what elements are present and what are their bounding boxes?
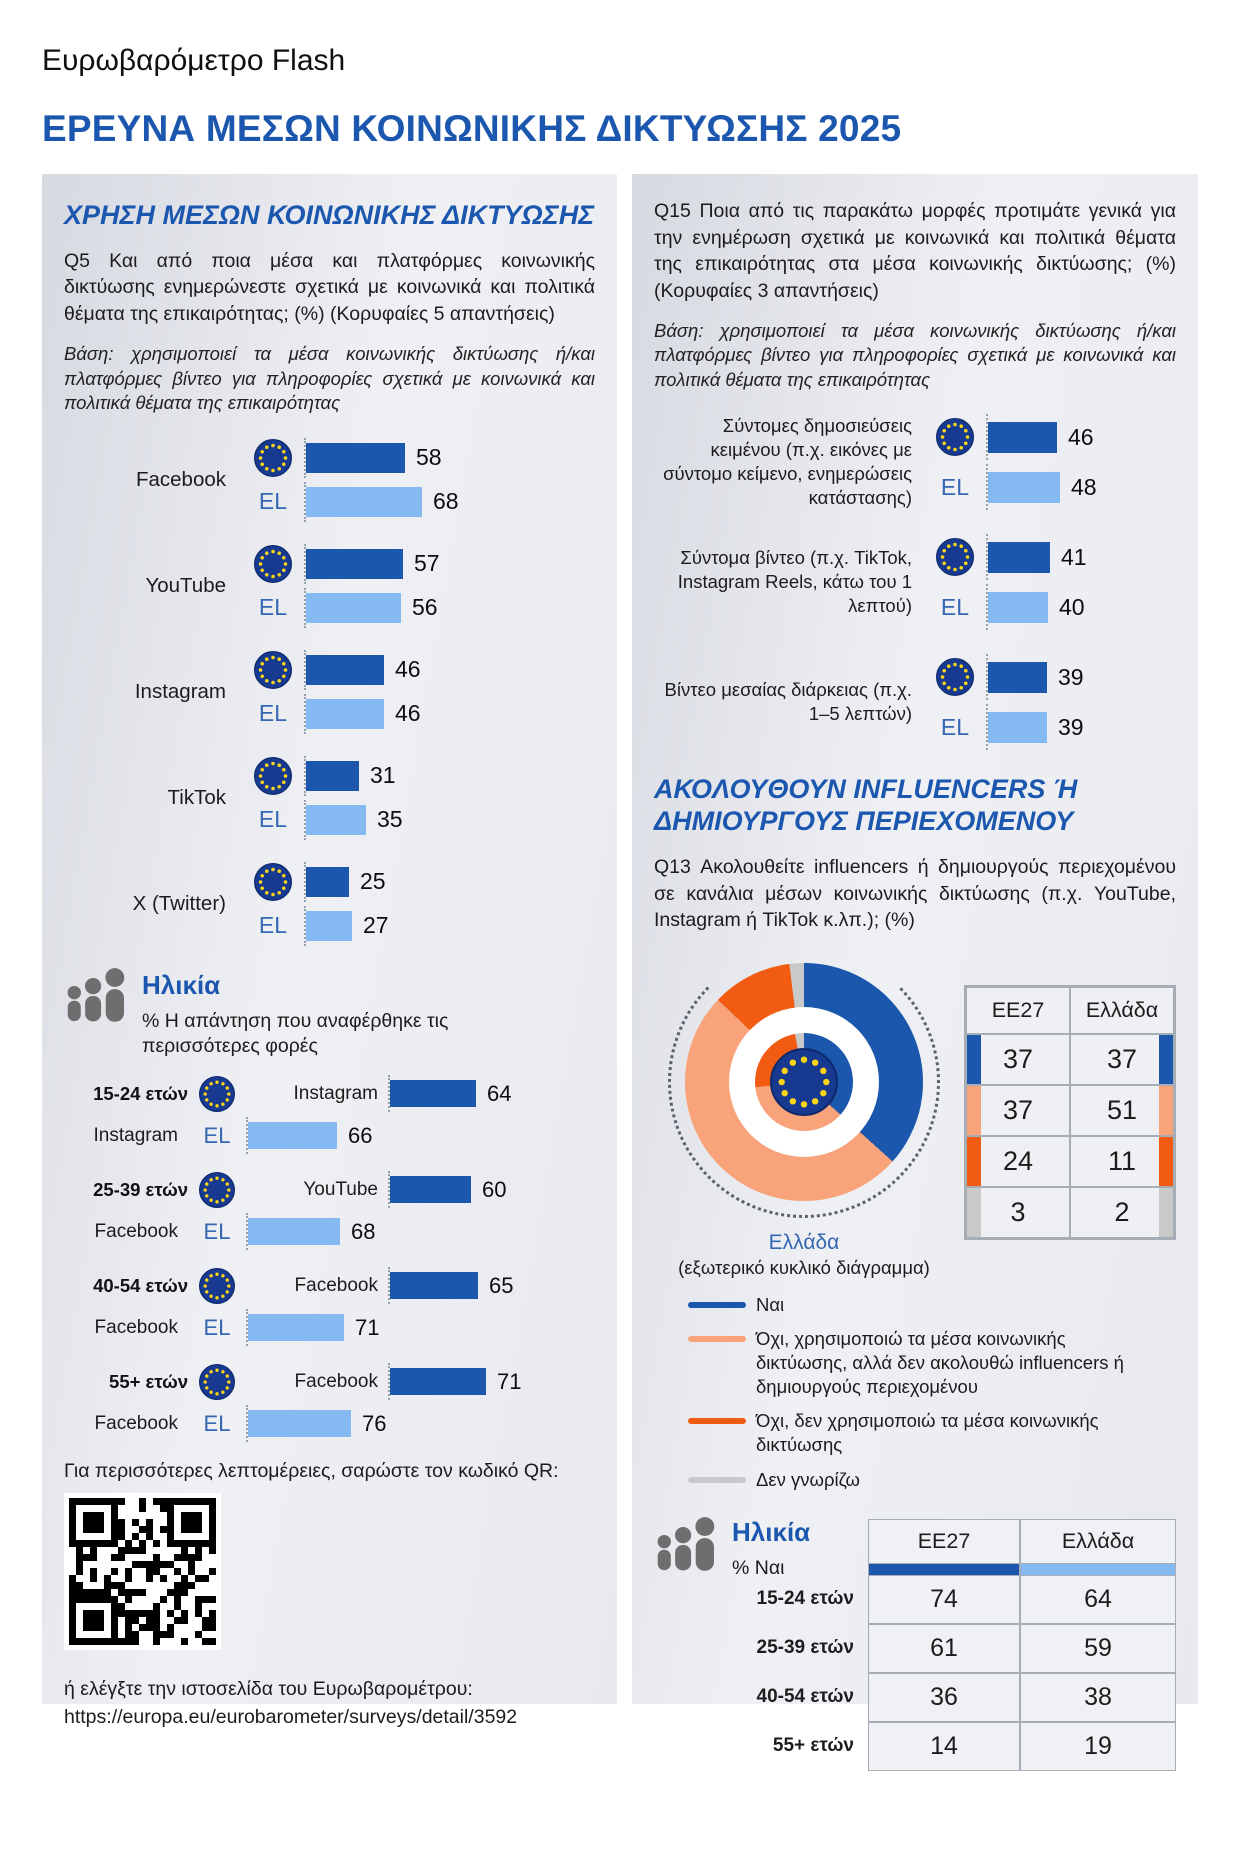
el-label: EL	[258, 488, 288, 515]
eu-bar-value: 60	[482, 1176, 507, 1202]
age-subtitle-yes: % Ναι	[732, 1557, 785, 1580]
eu-bar	[306, 549, 403, 579]
table-row	[966, 1136, 1174, 1187]
el-bar	[248, 1218, 340, 1245]
eu-flag-icon	[199, 1172, 235, 1208]
q15-bar-group	[654, 534, 1176, 630]
q5-bar-chart	[64, 438, 595, 946]
column-header-greece: Ελλάδα	[1070, 987, 1174, 1034]
section-heading-usage: ΧΡΗΣΗ ΜΕΣΩΝ ΚΟΙΝΩΝΙΚΗΣ ΔΙΚΤΥΩΣΗΣ	[64, 200, 595, 230]
el-bar	[306, 911, 352, 941]
eu-flag-icon	[254, 545, 292, 583]
panel-formats-influencers	[632, 174, 1198, 1761]
legend-item	[688, 1468, 1176, 1492]
age-group-label: 15-24 ετών	[756, 1588, 854, 1610]
age-group-label: 25-39 ετών	[93, 1178, 188, 1200]
q5-bar-group	[64, 544, 595, 628]
qr-caption: Για περισσότερες λεπτομέρειες, σαρώστε τον κωδικό QR:	[64, 1460, 559, 1483]
eu-top-platform: YouTube	[303, 1178, 378, 1200]
eu-flag-icon	[936, 418, 974, 456]
el-label: EL	[258, 912, 288, 939]
eu-top-platform: Facebook	[294, 1370, 378, 1392]
age-heading: Ηλικία	[732, 1517, 811, 1548]
greece-value: 37	[1070, 1034, 1174, 1085]
question-q15: Q15 Ποια από τις παρακάτω μορφές προτιμάτε γενικά για την ενημέρωση σχετικά με κοινωνικά και πολιτικά θέματα της επικαιρότητας στα μέσα κοινωνικής δικτύωσης; (%) (Κορυφαίες 3 απαντήσεις)	[654, 200, 1176, 302]
eu-bar-value: 39	[1058, 663, 1084, 690]
el-bar-value: 71	[355, 1314, 380, 1340]
legend-label: Δεν γνωρίζω	[756, 1468, 860, 1490]
el-bar	[988, 712, 1047, 743]
format-label: Σύντομα βίντεο (π.χ. TikTok, Instagram Reels, κάτω του 1 λεπτού)	[677, 547, 912, 617]
ee27-color-strip	[868, 1564, 1020, 1575]
legend-color-line	[688, 1418, 746, 1424]
el-bar	[306, 699, 384, 729]
ee27-value: 37	[966, 1034, 1070, 1085]
eu-flag-icon	[199, 1364, 235, 1400]
el-bar-value: 68	[351, 1218, 376, 1244]
legend-item	[688, 1327, 1176, 1398]
eu-flag-icon	[770, 1048, 838, 1116]
el-bar-value: 27	[363, 912, 389, 939]
el-bar-value: 46	[395, 700, 421, 727]
el-bar-value: 39	[1058, 713, 1084, 740]
el-top-platform: Instagram	[93, 1124, 178, 1146]
eu-bar-value: 46	[1068, 423, 1094, 450]
ee27-value: 37	[966, 1085, 1070, 1136]
el-bar-value: 76	[362, 1410, 387, 1436]
el-label: EL	[203, 1314, 231, 1340]
ee27-value: 14	[868, 1722, 1020, 1771]
el-bar	[306, 805, 366, 835]
eu-flag-icon	[254, 439, 292, 477]
q13-age-section	[654, 1517, 1176, 1857]
table-row	[966, 1085, 1174, 1136]
eu-bar	[988, 542, 1050, 573]
page-title: ΕΡΕΥΝΑ ΜΕΣΩΝ ΚΟΙΝΩΝΙΚΗΣ ΔΙΚΤΥΩΣΗΣ 2025	[42, 108, 902, 149]
donut-country-label: Ελλάδα	[768, 1230, 840, 1254]
el-bar	[988, 472, 1060, 503]
age-group-label: 25-39 ετών	[756, 1637, 854, 1659]
table-row	[966, 1034, 1174, 1085]
eu-flag-icon	[199, 1076, 235, 1112]
el-bar-value: 56	[412, 594, 438, 621]
el-bar-value: 48	[1071, 473, 1097, 500]
donut-outer-note: (εξωτερικό κυκλικό διάγραμμα)	[678, 1256, 930, 1278]
platform-label: Facebook	[135, 467, 226, 491]
q5-bar-group	[64, 862, 595, 946]
greece-value: 64	[1020, 1575, 1176, 1624]
el-label: EL	[203, 1122, 231, 1148]
qr-block	[64, 1460, 595, 1731]
age-bar-group	[64, 1171, 595, 1250]
el-label: EL	[258, 806, 288, 833]
eu-bar-value: 46	[395, 656, 421, 683]
eu-bar	[390, 1368, 486, 1395]
base-note-q5: Βάση: χρησιμοποιεί τα μέσα κοινωνικής δικτύωσης ή/και πλατφόρμες βίντεο για πληροφορίες σχετικά με κοινωνικά και πολιτικά θέματα της επικαιρότητας	[64, 343, 595, 414]
el-label: EL	[940, 473, 970, 500]
content-columns	[42, 174, 1198, 1761]
site-label: ή ελέγξτε την ιστοσελίδα του Ευρωβαρομέτρου:	[64, 1678, 473, 1701]
legend-color-line	[688, 1302, 746, 1308]
greece-value: 11	[1070, 1136, 1174, 1187]
el-top-platform: Facebook	[94, 1220, 178, 1242]
greece-value: 51	[1070, 1085, 1174, 1136]
eu-flag-icon	[254, 651, 292, 689]
eu-bar-value: 58	[416, 444, 442, 471]
legend-item	[688, 1293, 1176, 1317]
el-label: EL	[940, 713, 970, 740]
age-bar-group	[64, 1363, 595, 1442]
age-group-label: 40-54 ετών	[93, 1274, 188, 1296]
age-group-label: 15-24 ετών	[93, 1082, 188, 1104]
el-bar-value: 35	[377, 806, 403, 833]
el-bar-value: 40	[1059, 593, 1085, 620]
eu-top-platform: Facebook	[294, 1274, 378, 1296]
ee27-value: 24	[966, 1136, 1070, 1187]
eu-flag-icon	[254, 757, 292, 795]
legend-label: Ναι	[756, 1293, 785, 1315]
people-icon	[64, 968, 128, 1031]
el-label: EL	[258, 594, 288, 621]
eu-bar-value: 57	[414, 550, 440, 577]
eyebrow-title: Ευρωβαρόμετρο Flash	[42, 44, 346, 77]
age-bar-group	[64, 1267, 595, 1346]
eu-bar-value: 71	[497, 1368, 522, 1394]
table-row	[966, 1187, 1174, 1238]
eu-bar	[390, 1080, 476, 1107]
el-bar	[248, 1314, 344, 1341]
eu-bar-value: 64	[487, 1080, 512, 1106]
q13-values-table	[964, 985, 1176, 1240]
question-q13: Q13 Ακολουθείτε influencers ή δημιουργούς περιεχομένου σε κανάλια μέσων κοινωνικής δικτύωσης (π.χ. YouTube, Instagram ή TikTok κ.λπ.); (%)	[654, 856, 1176, 932]
eu-flag-icon	[199, 1268, 235, 1304]
column-header-ee27: EE27	[966, 987, 1070, 1034]
eu-flag-icon	[254, 863, 292, 901]
legend-label: Όχι, χρησιμοποιώ τα μέσα κοινωνικής δικτύωσης, αλλά δεν ακολουθώ influencers ή δημιουργούς περιεχομένου	[756, 1328, 1124, 1397]
q15-bar-group	[654, 654, 1176, 750]
greece-color-strip	[1020, 1564, 1176, 1575]
eu-bar	[306, 867, 349, 897]
platform-label: TikTok	[167, 785, 226, 809]
section-heading-influencers: ΑΚΟΛΟΥΘΟΥΝ INFLUENCERS Ή ΔΗΜΙΟΥΡΓΟΥΣ ΠΕΡΙΕΧΟΜΕΝΟΥ	[654, 774, 1078, 837]
el-label: EL	[940, 593, 970, 620]
eu-flag-icon	[685, 963, 923, 1201]
eu-bar	[306, 761, 359, 791]
eu-bar	[306, 443, 405, 473]
platform-label: YouTube	[145, 573, 226, 597]
el-bar-value: 68	[433, 488, 459, 515]
q13-age-yes-table	[692, 1519, 1176, 1771]
age-group-label: 40-54 ετών	[756, 1686, 854, 1708]
eu-flag-icon	[936, 538, 974, 576]
el-bar	[306, 593, 401, 623]
people-icon	[64, 968, 128, 1026]
q15-bar-group	[654, 414, 1176, 510]
q5-bar-group	[64, 756, 595, 840]
question-q5: Q5 Και από ποια μέσα και πλατφόρμες κοινωνικής δικτύωσης ενημερώνεστε σχετικά με κοινωνικά και πολιτικά θέματα της επικαιρότητας; (%) (Κορυφαίες 5 απαντήσεις)	[64, 249, 595, 325]
el-bar	[306, 487, 422, 517]
eu-bar-value: 41	[1061, 543, 1087, 570]
eu-bar	[390, 1272, 478, 1299]
age-bar-group	[64, 1075, 595, 1154]
platform-label: Instagram	[134, 679, 226, 703]
greece-value: 19	[1020, 1722, 1176, 1771]
legend-color-line	[688, 1477, 746, 1483]
el-bar	[248, 1410, 351, 1437]
age-subtitle: % Η απάντηση που αναφέρθηκε τις περισσότερες φορές	[142, 1009, 449, 1057]
platform-label: X (Twitter)	[132, 891, 226, 915]
donut-legend	[688, 1293, 1176, 1492]
double-donut-chart	[685, 963, 923, 1201]
q5-bar-group	[64, 650, 595, 734]
age-group-label: 55+ ετών	[772, 1735, 854, 1757]
greece-value: 38	[1020, 1673, 1176, 1722]
panel-social-media-use	[42, 174, 617, 1728]
eu-bar	[988, 662, 1047, 693]
ee27-value: 61	[868, 1624, 1020, 1673]
q5-bar-group	[64, 438, 595, 522]
column-header-greece: Ελλάδα	[1020, 1519, 1176, 1564]
el-top-platform: Facebook	[94, 1412, 178, 1434]
eu-bar-value: 25	[360, 868, 386, 895]
el-label: EL	[203, 1410, 231, 1436]
el-label: EL	[258, 700, 288, 727]
age-heading: Ηλικία	[142, 969, 221, 1000]
eu-top-platform: Instagram	[293, 1082, 378, 1104]
format-label: Βίντεο μεσαίας διάρκειας (π.χ. 1–5 λεπτών)	[664, 679, 912, 725]
legend-color-line	[688, 1336, 746, 1342]
greece-value: 59	[1020, 1624, 1176, 1673]
qr-code	[64, 1493, 221, 1650]
greece-value: 2	[1070, 1187, 1174, 1238]
q5-age-bar-chart	[64, 1075, 595, 1442]
q15-bar-chart	[654, 414, 1176, 750]
ee27-value: 36	[868, 1673, 1020, 1722]
q13-donut-and-table	[654, 949, 1176, 1279]
eu-flag-icon	[936, 658, 974, 696]
eu-bar	[390, 1176, 471, 1203]
eu-bar-value: 31	[370, 762, 396, 789]
el-label: EL	[203, 1218, 231, 1244]
el-bar-value: 66	[348, 1122, 373, 1148]
age-group-label: 55+ ετών	[109, 1370, 188, 1392]
legend-label: Όχι, δεν χρησιμοποιώ τα μέσα κοινωνικής δικτύωσης	[756, 1410, 1099, 1455]
age-section-header	[64, 968, 595, 1060]
el-top-platform: Facebook	[94, 1316, 178, 1338]
legend-item	[688, 1409, 1176, 1456]
el-bar	[988, 592, 1048, 623]
base-note-q15: Βάση: χρησιμοποιεί τα μέσα κοινωνικής δικτύωσης ή/και πλατφόρμες βίντεο για πληροφορίες σχετικά με κοινωνικά και πολιτικά θέματα της επικαιρότητας	[654, 320, 1176, 390]
format-label: Σύντομες δημοσιεύσεις κειμένου (π.χ. εικόνες με σύντομο κείμενο, ενημερώσεις κατάστασης)	[663, 415, 912, 509]
ee27-value: 3	[966, 1187, 1070, 1238]
ee27-value: 74	[868, 1575, 1020, 1624]
eu-bar	[988, 422, 1057, 453]
eurobarometer-url[interactable]: https://europa.eu/eurobarometer/surveys/detail/3592	[64, 1705, 518, 1728]
eu-bar	[306, 655, 384, 685]
eu-bar-value: 65	[489, 1272, 514, 1298]
el-bar	[248, 1122, 337, 1149]
column-header-ee27: EE27	[868, 1519, 1020, 1564]
